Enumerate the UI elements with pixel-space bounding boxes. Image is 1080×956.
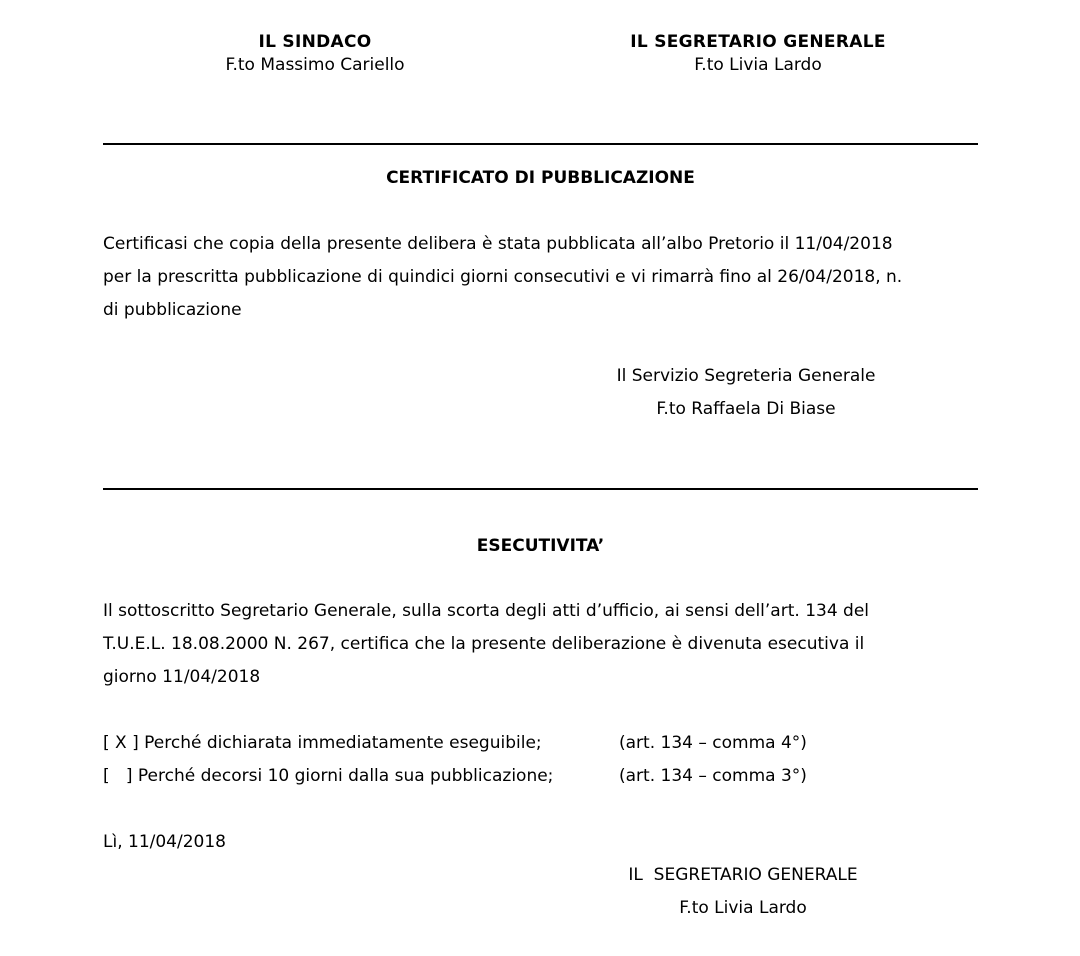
option-row (103, 766, 553, 786)
esecutivita-line: T.U.E.L. 18.08.2000 N. 267, certifica che la presente deliberazione è divenuta esecutiva il (103, 634, 865, 654)
final-signer-name: F.to Livia Lardo (679, 898, 807, 918)
option-reference: (art. 134 – comma 3°) (619, 766, 807, 786)
esecutivita-paragraph (103, 595, 983, 694)
sindaco-name: F.to Massimo Cariello (225, 55, 405, 75)
option-text: Perché dichiarata immediatamente eseguibile; (144, 733, 542, 753)
certificato-line: per la prescritta pubblicazione di quindici giorni consecutivi e vi rimarrà fino al 26/04/2018, n. (103, 267, 903, 287)
option-row (103, 733, 542, 753)
segretario-name: F.to Livia Lardo (694, 55, 822, 75)
option-checkbox-mark[interactable]: [ X ] (103, 733, 139, 753)
certificato-heading: CERTIFICATO DI PUBBLICAZIONE (386, 168, 695, 188)
certificato-paragraph (103, 228, 983, 327)
final-signer-title: IL SEGRETARIO GENERALE (628, 865, 858, 885)
esecutivita-line: giorno 11/04/2018 (103, 667, 261, 687)
segretario-title: IL SEGRETARIO GENERALE (630, 32, 886, 52)
esecutivita-line: Il sottoscritto Segretario Generale, sulla scorta degli atti d’ufficio, ai sensi dell’art. 134 del (103, 601, 870, 621)
certificato-signer-office: Il Servizio Segreteria Generale (616, 366, 876, 386)
certificato-line: Certificasi che copia della presente delibera è stata pubblicata all’albo Pretorio il 11/04/2018 (103, 234, 893, 254)
certificato-line: di pubblicazione (103, 300, 242, 320)
option-text: Perché decorsi 10 giorni dalla sua pubblicazione; (137, 766, 554, 786)
place-date: Lì, 11/04/2018 (103, 832, 226, 852)
section-divider (103, 488, 978, 490)
certificato-signer-name: F.to Raffaela Di Biase (656, 399, 836, 419)
option-reference: (art. 134 – comma 4°) (619, 733, 807, 753)
sindaco-title: IL SINDACO (258, 32, 372, 52)
option-checkbox-mark[interactable]: [ ] (103, 766, 133, 786)
section-divider (103, 143, 978, 145)
esecutivita-heading: ESECUTIVITA’ (476, 536, 605, 556)
